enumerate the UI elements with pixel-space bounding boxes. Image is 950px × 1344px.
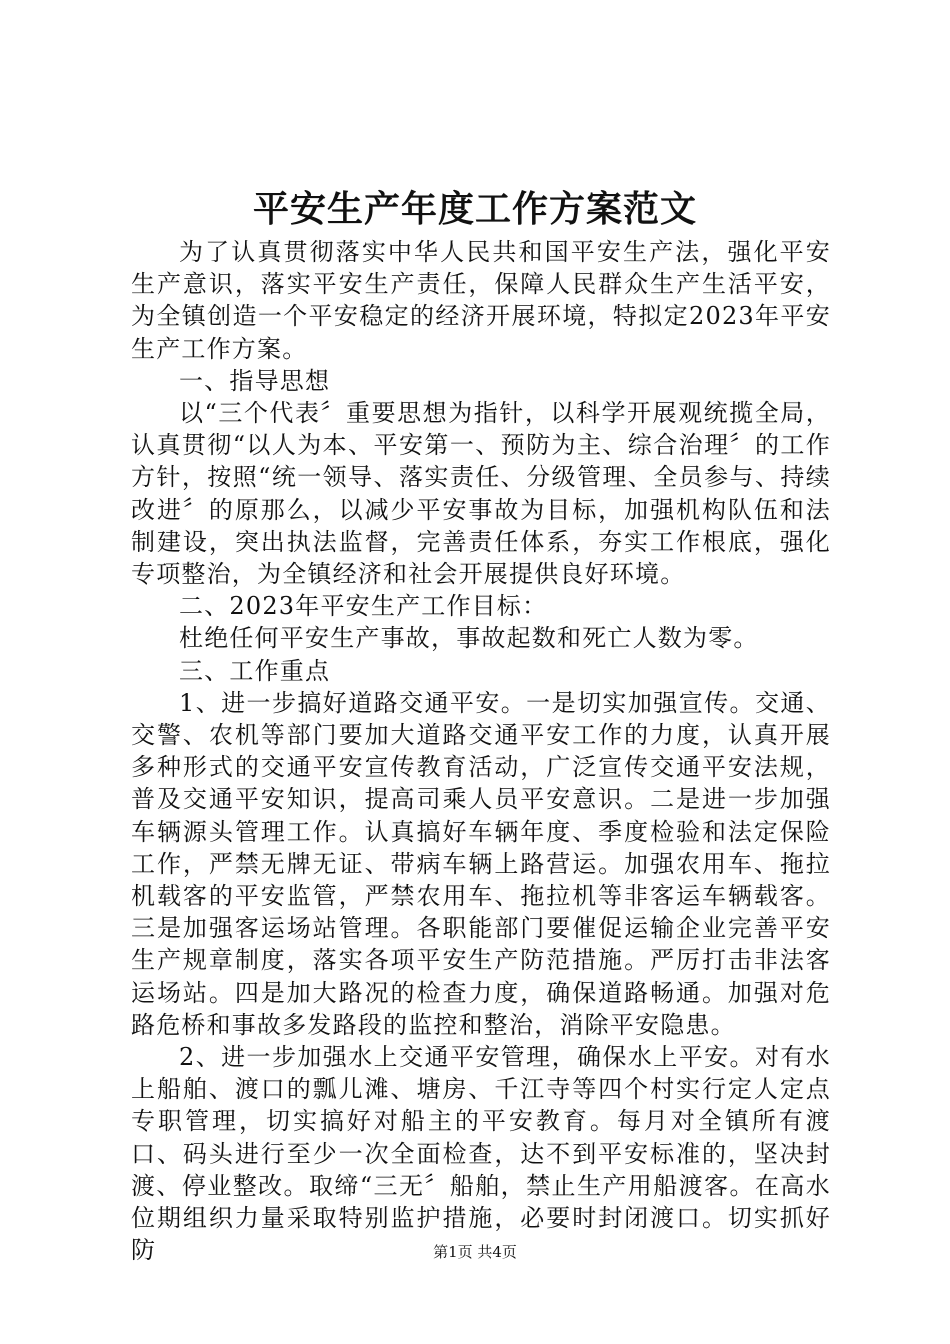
section-heading-guiding-ideology: 一、指导思想 xyxy=(179,366,331,395)
document-body xyxy=(131,236,831,1267)
page-footer: 第1页 共4页 xyxy=(433,1243,517,1261)
water-traffic-safety-paragraph: 2、进一步加强水上交通平安管理，确保水上平安。对有水上船舶、渡口的瓢儿滩、塘房、千江寺等四个村实行定人定点专职管理，切实搞好对船主的平安教育。每月对全镇所有渡口、码头进行至少一次全面检查，达不到平安标准的，坚决封渡、停业整改。取缔“三无〞船舶，禁止生产用船渡客。在高水位期组织力量采取特别监护措施，必要时封闭渡口。切实抓好防 xyxy=(131,1043,831,1265)
intro-paragraph: 为了认真贯彻落实中华人民共和国平安生产法，强化平安生产意识，落实平安生产责任，保障人民群众生产生活平安，为全镇创造一个平安稳定的经济开展环境，特拟定2023年平安生产工作方案。 xyxy=(131,238,831,363)
document-title: 平安生产年度工作方案范文 xyxy=(252,188,697,230)
section-heading-work-goals: 二、2023年平安生产工作目标： xyxy=(179,592,548,621)
work-goals-paragraph: 杜绝任何平安生产事故，事故起数和死亡人数为零。 xyxy=(179,624,759,653)
section-heading-work-focus: 三、工作重点 xyxy=(179,656,331,685)
road-traffic-safety-paragraph: 1、进一步搞好道路交通平安。一是切实加强宣传。交通、交警、农机等部门要加大道路交通平安工作的力度，认真开展多种形式的交通平安宣传教育活动，广泛宣传交通平安法规，普及交通平安知识，提高司乘人员平安意识。二是进一步加强车辆源头管理工作。认真搞好车辆年度、季度检验和法定保险工作，严禁无牌无证、带病车辆上路营运。加强农用车、拖拉机载客的平安监管，严禁农用车、拖拉机等非客运车辆载客。三是加强客运场站管理。各职能部门要催促运输企业完善平安生产规章制度，落实各项平安生产防范措施。严厉打击非法客运场站。四是加大路况的检查力度，确保道路畅通。加强对危路危桥和事故多发路段的监控和整治，消除平安隐患。 xyxy=(131,688,831,1039)
guiding-ideology-paragraph: 以“三个代表〞重要思想为指针，以科学开展观统揽全局，认真贯彻“以人为本、平安第一、预防为主、综合治理〞的工作方针，按照“统一领导、落实责任、分级管理、全员参与、持续改进〞的原那么，以减少平安事故为目标，加强机构队伍和法制建设，突出执法监督，完善责任体系，夯实工作根底，强化专项整治，为全镇经济和社会开展提供良好环境。 xyxy=(131,399,831,589)
